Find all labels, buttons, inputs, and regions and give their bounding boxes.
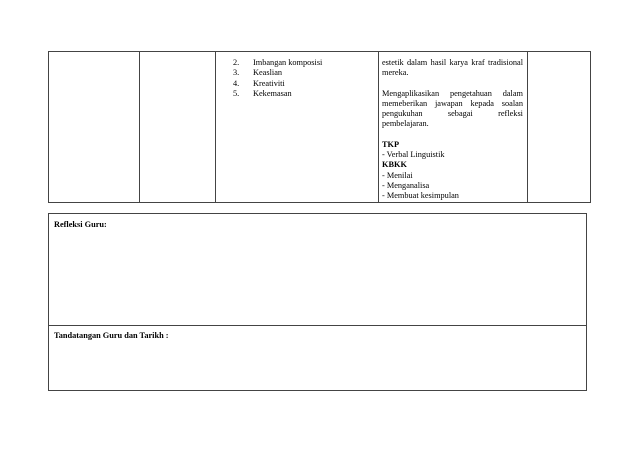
paragraph-1: estetik dalam hasil karya kraf tradisional mereka. [382, 58, 523, 78]
cell-criteria [216, 52, 379, 203]
kbkk-item: - Menilai [382, 170, 413, 180]
activity-content [379, 52, 527, 202]
list-item: 2. Imbangan komposisi [233, 58, 323, 67]
reflection-label: Refleksi Guru: [54, 220, 107, 229]
table-row [49, 52, 591, 203]
cell-empty-2 [140, 52, 216, 203]
reflection-box [48, 213, 587, 391]
tkp-heading: TKP [382, 139, 400, 149]
list-item: 4. Kreativiti [233, 78, 285, 88]
kbkk-heading: KBKK [382, 160, 407, 170]
kbkk-item: - Membuat kesimpulan [382, 191, 459, 201]
lesson-plan-table [48, 51, 591, 203]
cell-activity [379, 52, 528, 203]
list-item: 5. Kekemasan [233, 88, 292, 98]
tkp-item: - Verbal Linguistik [382, 150, 445, 160]
cell-empty-1 [49, 52, 140, 203]
criteria-list [216, 58, 378, 99]
cell-empty-5 [528, 52, 591, 203]
reflection-row [49, 214, 586, 326]
kbkk-item: - Menganalisa [382, 180, 430, 190]
signature-label: Tandatangan Guru dan Tarikh : [54, 331, 169, 340]
list-item: 3. Keaslian [233, 68, 283, 78]
paragraph-2: Mengaplikasikan pengetahuan dalam memeberikan jawapan kepada soalan pengukuhan sebagai refleksi pembelajaran. [382, 88, 523, 129]
